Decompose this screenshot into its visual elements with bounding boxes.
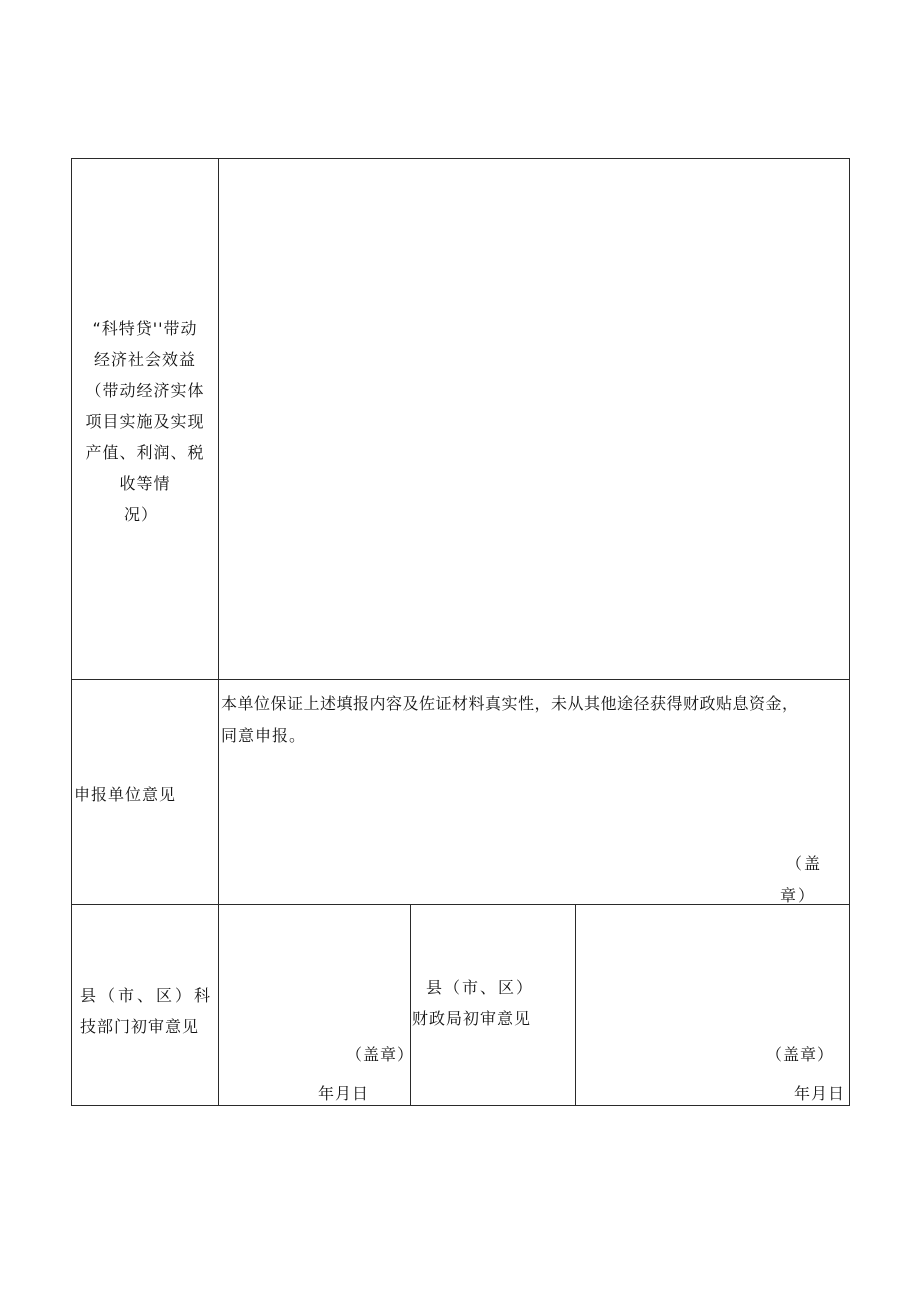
finance-review-seal-note: （盖章）: [766, 1045, 835, 1064]
finance-review-divider: [575, 904, 576, 1106]
row-divider-2: [71, 904, 850, 905]
benefit-label-line: 产值、利润、税: [85, 443, 205, 462]
tech-review-seal-note: （盖章）: [346, 1045, 415, 1064]
tech-review-label-line: 县（市、区）科: [80, 986, 214, 1005]
applicant-seal-note: （盖: [786, 854, 823, 873]
benefit-label-line: 收等情: [119, 474, 171, 493]
tech-review-label: [80, 980, 213, 1042]
benefit-label-line: 项目实施及实现: [85, 412, 205, 431]
row-divider-1: [71, 679, 850, 680]
tech-review-divider: [410, 904, 411, 1106]
benefit-label: [72, 313, 218, 530]
table-border-bottom: [71, 1105, 850, 1106]
finance-review-label-line: 财政局初审意见: [412, 1009, 532, 1028]
applicant-opinion-label: 申报单位意见: [74, 785, 177, 804]
benefit-label-line: 经济社会效益: [93, 350, 196, 369]
table-border-right: [849, 158, 850, 1106]
finance-review-label: [412, 972, 572, 1034]
table-border-left: [71, 158, 72, 1106]
applicant-statement-line: 同意申报。: [221, 726, 307, 745]
finance-review-date: 年月日: [794, 1084, 846, 1103]
tech-review-label-line: 技部门初审意见: [80, 1017, 200, 1036]
tech-review-date: 年月日: [318, 1084, 370, 1103]
benefit-label-line: （带动经济实体: [85, 381, 205, 400]
applicant-statement-line: 本单位保证上述填报内容及佐证材料真实性，未从其他途径获得财政贴息资金，: [221, 694, 799, 713]
benefit-label-line: “科特贷''带动: [92, 319, 198, 338]
benefit-content-cell[interactable]: [219, 159, 849, 679]
applicant-seal-note: 章）: [780, 886, 817, 905]
benefit-label-line: 况）: [124, 505, 159, 524]
finance-review-label-line: 县（市、区）: [426, 978, 535, 997]
